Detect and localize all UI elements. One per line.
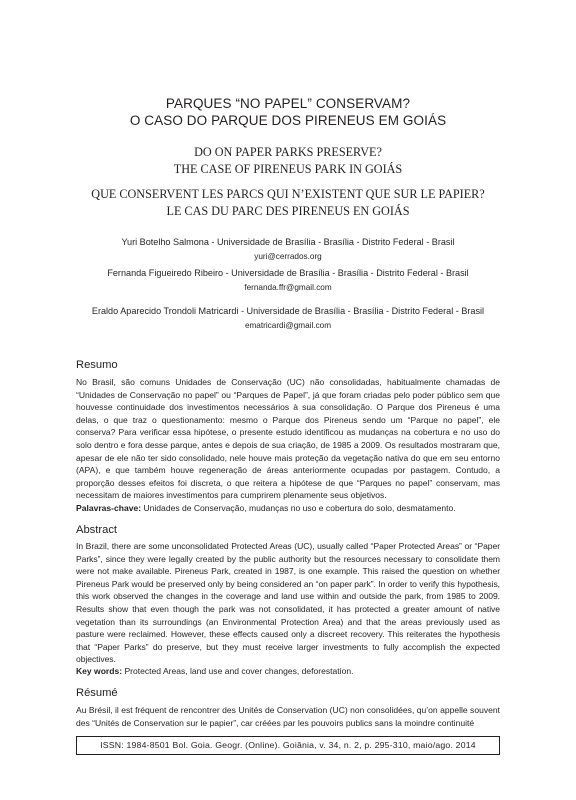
title-en-line-2: THE CASE OF PIRENEUS PARK IN GOIÁS <box>173 162 403 176</box>
title-fr-line-2: LE CAS DU PARC DES PIRENEUS EN GOIÁS <box>166 204 410 218</box>
abstract-heading: Abstract <box>76 524 118 536</box>
resumo-text: No Brasil, são comuns Unidades de Conservação (UC) não consolidadas, habitualmente chamadas de “Unidades de Conservação no papel” ou “Parques de Papel”, já que foram criadas pelo poder público sem que houvesse continuidade dos investimentos necessários à sua consolidação. O Parque dos Pireneus é uma delas, o que traz o questionamento: mesmo o Parque dos Pireneus sendo um “Parque no papel”, ele conserva? Para verificar essa hipótese, o presente estudo identificou as mudanças na cobertura e no uso do solo dentro e fora desse parque, antes e depois de sua criação, de 1985 a 2009. Os resultados mostraram que, apesar de ele não ter sido consolidado, nele houve mais proteção da vegetação nativa do que em seu entorno (APA), e que também houve regeneração de áreas anteriormente ocupadas por pastagem. Contudo, a proporção desses efeitos foi discreta, o que reitera a hipótese de que “Parques no papel” conservam, mas necessitam de maiores investimentos para cumprirem plenamente seus objetivos. <box>76 377 500 501</box>
abstract-text: In Brazil, there are some unconsolidated Protected Areas (UC), usually called “Paper Protected Areas” or “Paper Parks”, since they were legally created by the public authority but the resources necessary to consolidate them were not make available. Pireneus Park, created in 1987, is one example. This raised the question on whether Pireneus Park would be preserved only by being considered an “on paper park”. In order to verify this hypothesis, this work observed the changes in the coverage and land use within and outside the park, from 1985 to 2009. Results show that even though the park was not consolidated, it has protected a greater amount of native vegetation than its surroundings (an Environmental Protection Area) and that the areas previously used as pasture were reclaimed. However, these effects caused only a discreet recovery. This reiterates the hypothesis that “Paper Parks” do preserve, but they must receive larger investments to fully accomplish the expected objectives. <box>76 541 500 665</box>
resumo-heading: Resumo <box>76 359 118 371</box>
keywords-label: Palavras-chave: <box>76 503 142 513</box>
keywords-text: Protected Areas, land use and cover changes, deforestation. <box>122 666 354 676</box>
resume-text: Au Brésil, il est fréquent de rencontrer des Unités de Conservation (UC) non consolidées, qu’on appelle souvent des “Unités de Conservation sur le papier”, car créées par les pouvoirs publics sans la moindre continuité <box>76 705 500 728</box>
author-block-2 <box>0 268 576 293</box>
resume-heading: Résumé <box>76 687 118 699</box>
author-affiliation: Eraldo Aparecido Trondoli Matricardi - Universidade de Brasília - Brasília - Distrito Federal - Brasil <box>91 306 485 316</box>
keywords-text: Unidades de Conservação, mudanças no uso e cobertura do solo, desmatamento. <box>141 503 456 513</box>
resumo-keywords <box>76 502 500 515</box>
title-en-line-1: DO ON PAPER PARKS PRESERVE? <box>194 145 382 159</box>
title-french <box>0 186 576 220</box>
keywords-label: Key words: <box>76 666 123 676</box>
author-email[interactable]: ematricardi@gmail.com <box>244 321 332 330</box>
title-fr-line-1: QUE CONSERVENT LES PARCS QUI N’EXISTENT QUE SUR LE PAPIER? <box>91 187 485 201</box>
author-affiliation: Yuri Botelho Salmona - Universidade de Brasília - Brasília - Distrito Federal - Brasil <box>121 237 455 247</box>
author-block-3 <box>0 306 576 331</box>
abstract-keywords <box>76 665 500 678</box>
title-english <box>0 144 576 178</box>
title-pt-line-1: PARQUES “NO PAPEL” CONSERVAM? <box>165 96 411 111</box>
author-block-1 <box>0 237 576 262</box>
title-portuguese <box>0 95 576 129</box>
author-email[interactable]: yuri@cerrados.org <box>254 252 322 261</box>
author-affiliation: Fernanda Figueiredo Ribeiro - Universidade de Brasília - Brasília - Distrito Federal - Brasil <box>107 268 469 278</box>
title-pt-line-2: O CASO DO PARQUE DOS PIRENEUS EM GOIÁS <box>129 113 447 128</box>
author-email[interactable]: fernanda.ffr@gmail.com <box>244 283 332 292</box>
citation-footer: ISSN: 1984-8501 Bol. Goia. Geogr. (Online). Goiânia, v. 34, n. 2, p. 295-310, maio/ago. 2014 <box>76 736 500 755</box>
